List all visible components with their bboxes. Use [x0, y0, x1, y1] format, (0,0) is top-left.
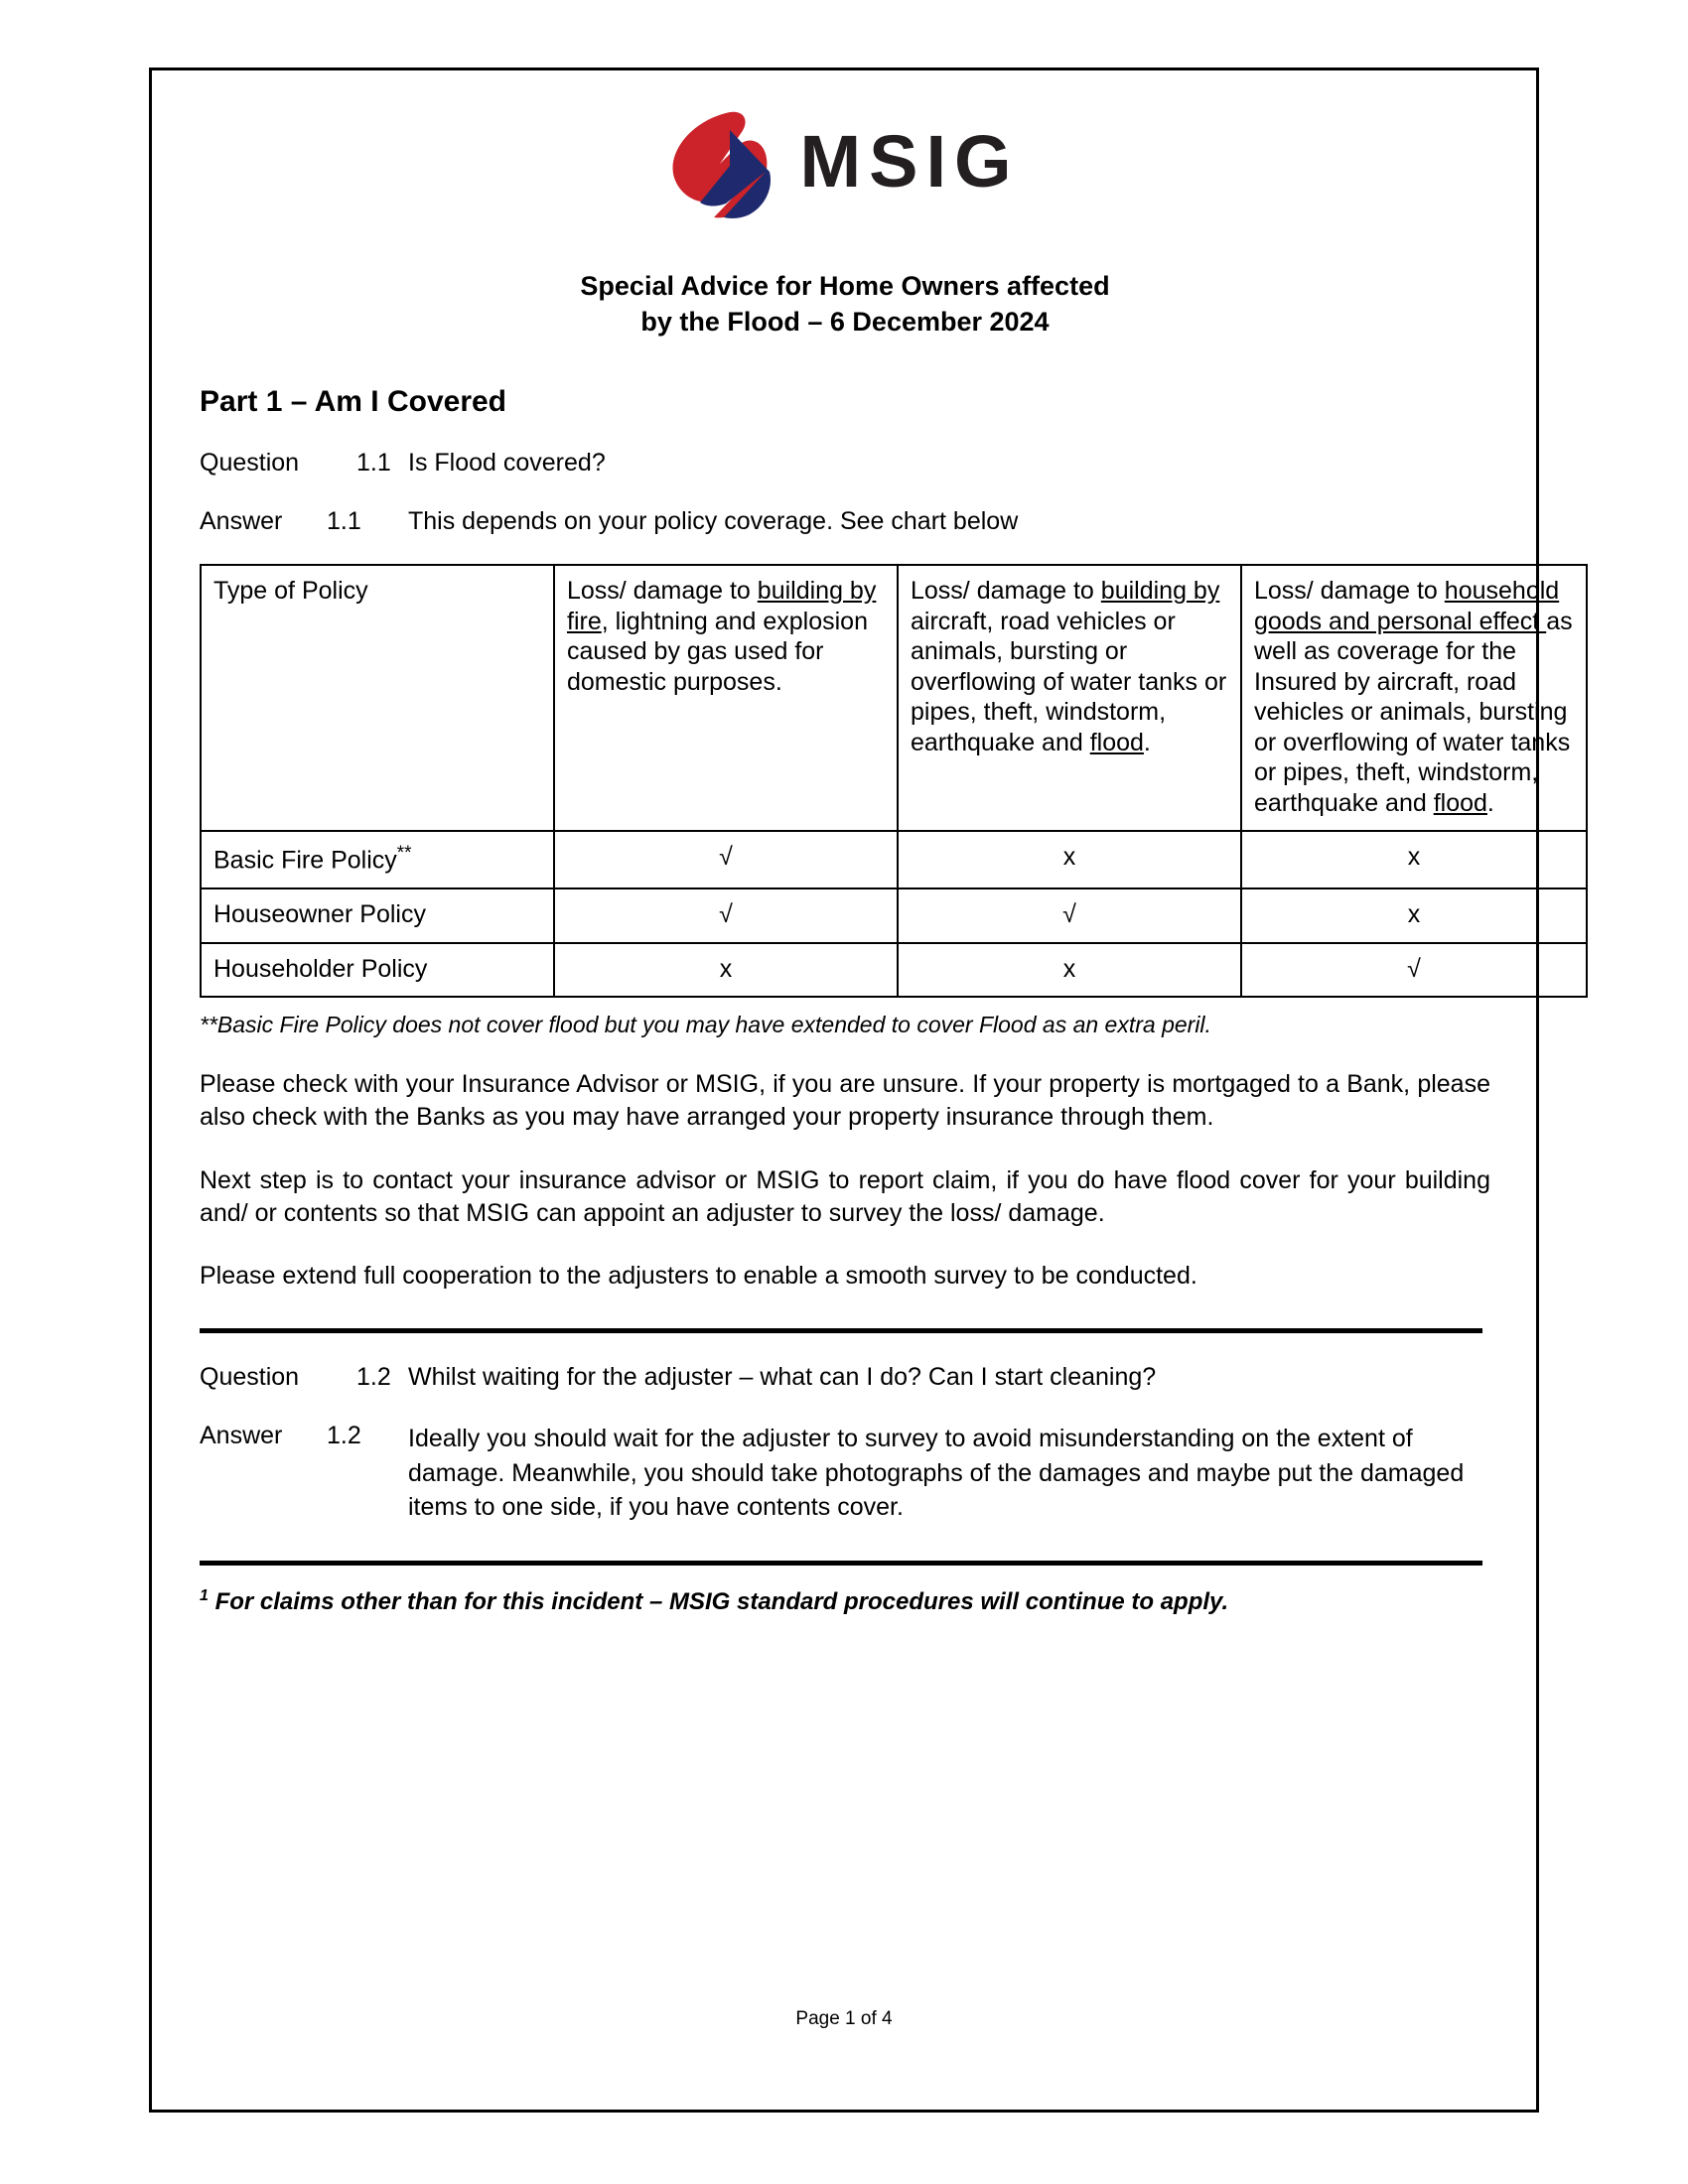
cell-houseowner-col3: √ — [898, 888, 1241, 943]
row-label-basic-fire-policy — [201, 831, 554, 888]
question-1-1-number: 1.1 — [356, 449, 391, 478]
h3-pre: Loss/ damage to — [911, 577, 1101, 606]
table-row — [201, 943, 1587, 998]
header-cell-type-of-policy: Type of Policy — [201, 565, 554, 831]
brand-wordmark: MSIG — [799, 120, 1020, 203]
cell-basic-fire-col4: x — [1241, 831, 1587, 888]
question-1-1-label: Question — [200, 449, 300, 478]
answer-1-1-number: 1.1 — [327, 507, 361, 536]
question-1-2 — [200, 1363, 1490, 1392]
answer-1-2 — [200, 1422, 1490, 1525]
row-policy-superscript: ** — [396, 843, 412, 865]
cell-houseowner-col2: √ — [554, 888, 898, 943]
question-1-2-label: Question — [200, 1363, 300, 1392]
cell-houseowner-col4: x — [1241, 888, 1587, 943]
page-title-line2: by the Flood – 6 December 2024 — [640, 306, 1050, 337]
h2-post: , lightning and explosion caused by gas used for domestic purposes. — [567, 607, 868, 696]
answer-1-2-number: 1.2 — [327, 1422, 361, 1450]
logo-lockup — [670, 106, 1019, 221]
answer-1-1 — [200, 507, 1490, 536]
table-row — [201, 888, 1587, 943]
page-content — [200, 92, 1573, 1616]
footer-note — [200, 1587, 1490, 1616]
header-cell-fire-lightning-explosion — [554, 565, 898, 831]
header-cell-building-other-perils — [898, 565, 1241, 831]
h4-underlined: household goods and personal effect — [1254, 577, 1560, 635]
coverage-table — [200, 564, 1588, 998]
section-divider-bottom — [200, 1561, 1482, 1566]
answer-1-1-text: This depends on your policy coverage. See chart below — [408, 507, 1019, 536]
section-heading-part1: Part 1 – Am I Covered — [200, 385, 507, 419]
answer-1-2-text: Ideally you should wait for the adjuster to survey to avoid misunderstanding on the extent of damage. Meanwhile, you should take photographs of the damages and maybe put the damaged items to one side, if you have contents cover. — [408, 1425, 1465, 1522]
section-divider-top — [200, 1328, 1482, 1333]
table-footnote: **Basic Fire Policy does not cover flood but you may have extended to cover Flood as an extra peril. — [200, 1012, 1211, 1038]
page-number: Page 1 of 4 — [795, 2008, 893, 2029]
answer-1-2-label: Answer — [200, 1422, 283, 1450]
brand-header — [200, 92, 1490, 233]
cell-householder-col4: √ — [1241, 943, 1587, 998]
table-row — [201, 831, 1587, 888]
cell-basic-fire-col3: x — [898, 831, 1241, 888]
paragraph-next-step: Next step is to contact your insurance advisor or MSIG to report claim, if you do have flood cover for your building and/ or contents so that MSIG can appoint an adjuster to survey the loss/ damage. — [200, 1165, 1490, 1227]
h4-underlined-flood: flood — [1433, 788, 1487, 817]
document-page — [149, 68, 1573, 2113]
h3-mid: aircraft, road vehicles or animals, bursting or overflowing of water tanks or pipes, theft, windstorm, earthquake and — [911, 607, 1227, 756]
header-cell-household-goods — [1241, 565, 1587, 831]
row-policy-name: Basic Fire Policy — [213, 846, 397, 875]
row-label-householder-policy: Householder Policy — [201, 943, 554, 998]
h3-underlined-flood: flood — [1089, 728, 1144, 756]
question-1-2-number: 1.2 — [356, 1363, 391, 1392]
question-1-1-text: Is Flood covered? — [408, 449, 606, 478]
page-title-line1: Special Advice for Home Owners affected — [580, 271, 1110, 301]
h4-mid: as well as coverage for the Insured by aircraft, road vehicles or animals, bursting or overflowing of water tanks or pipes, theft, windstorm, earthquake and — [1254, 607, 1573, 817]
question-1-1 — [200, 449, 1490, 478]
answer-1-1-label: Answer — [200, 507, 283, 536]
h2-underlined: building by fire — [567, 577, 877, 635]
question-1-2-text: Whilst waiting for the adjuster – what can I do? Can I start cleaning? — [408, 1363, 1157, 1392]
h3-post: . — [1143, 728, 1151, 756]
h4-post: . — [1486, 788, 1494, 817]
h3-underlined: building by — [1100, 577, 1220, 606]
paragraph-cooperation: Please extend full cooperation to the adjusters to enable a smooth survey to be conducted. — [200, 1262, 1197, 1291]
footer-note-text: For claims other than for this incident – MSIG standard procedures will continue to apply. — [208, 1587, 1229, 1615]
table-header-row — [201, 565, 1587, 831]
cell-householder-col3: x — [898, 943, 1241, 998]
footer-note-superscript: 1 — [200, 1586, 209, 1604]
page-title — [200, 269, 1490, 340]
row-label-houseowner-policy: Houseowner Policy — [201, 888, 554, 943]
h2-pre: Loss/ damage to — [567, 577, 758, 606]
cell-householder-col2: x — [554, 943, 898, 998]
cell-basic-fire-col2: √ — [554, 831, 898, 888]
msig-flame-logo-icon — [670, 106, 774, 221]
h4-pre: Loss/ damage to — [1254, 577, 1445, 606]
paragraph-check-with-advisor: Please check with your Insurance Advisor or MSIG, if you are unsure. If your property is mortgaged to a Bank, please also check with the Banks as you may have arranged your property insurance through them. — [200, 1070, 1490, 1132]
